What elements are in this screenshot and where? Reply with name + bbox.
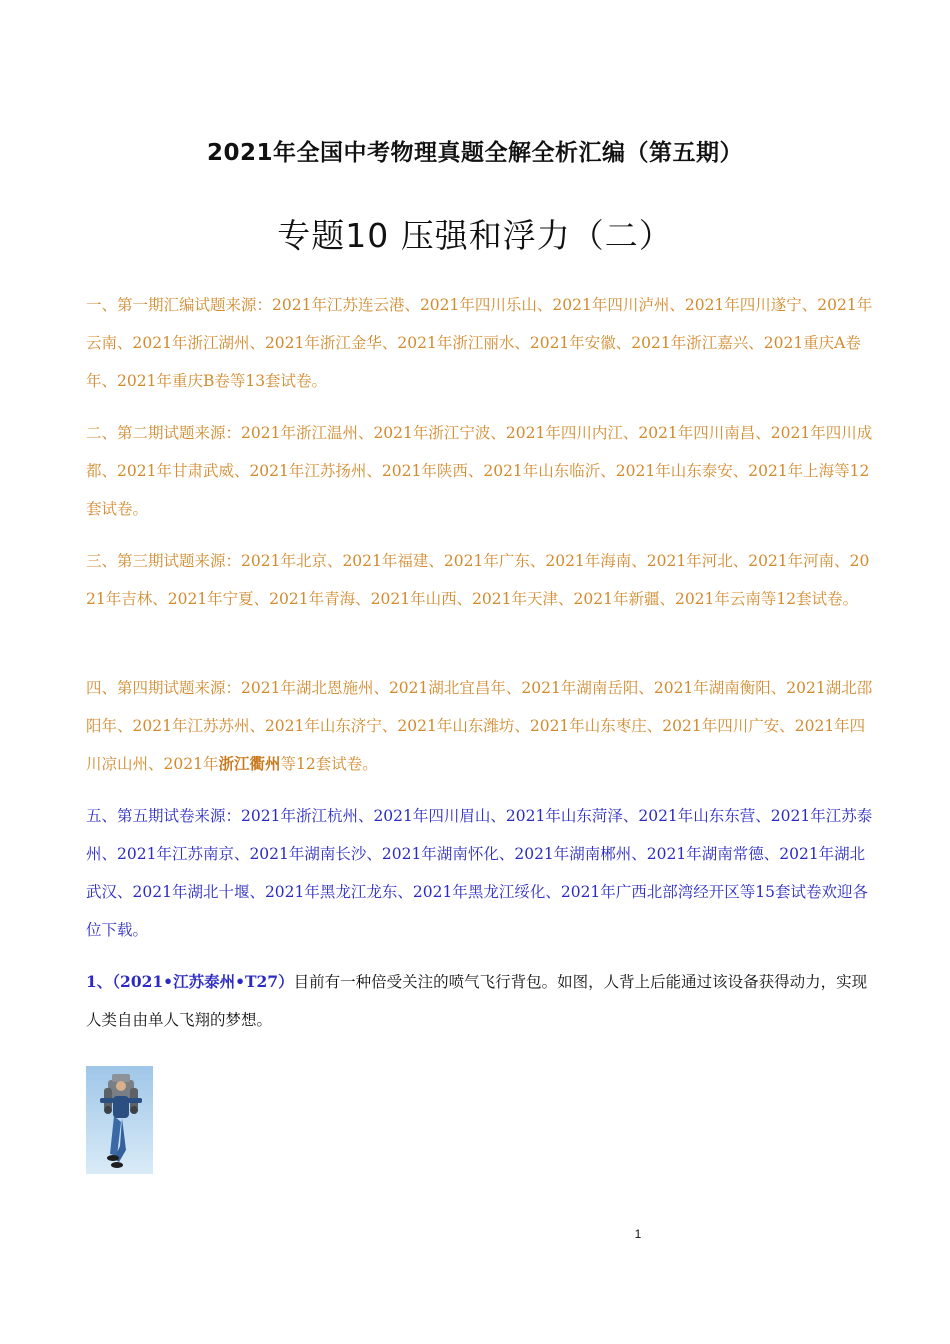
source-paragraph-5: 五、第五期试卷来源：2021年浙江杭州、2021年四川眉山、2021年山东菏泽、2021年山东东营、2021年江苏泰州、2021年江苏南京、2021年湖南长沙、2021年湖南怀化、2021年湖南郴州、2021年湖南常德、2021年湖北武汉、2021年湖北十堰、2021年黑龙江龙东、2021年黑龙江绥化、2021年广西北部湾经开区等15套试卷欢迎各位下载。 (86, 807, 873, 939)
jetpack-person-photo (86, 1066, 153, 1174)
page-title: 2021年全国中考物理真题全解全析汇编（第五期） (206, 140, 743, 166)
page-number: 1 (634, 1227, 642, 1241)
question-1 (86, 963, 876, 1039)
topic-title: 专题10 压强和浮力（二） (277, 216, 673, 255)
source-paragraph-4 (86, 669, 876, 783)
source-paragraph-4-text: 四、第四期试题来源：2021年湖北恩施州、2021湖北宜昌年、2021年湖南岳阳、2021年湖南衡阳、2021湖北邵阳年、2021年江苏苏州、2021年山东济宁、2021年山东潍坊、2021年山东枣庄、2021年四川广安、2021年四川凉山州、2021年 (86, 679, 873, 773)
source-paragraph-1: 一、第一期汇编试题来源：2021年江苏连云港、2021年四川乐山、2021年四川泸州、2021年四川遂宁、2021年云南、2021年浙江湖州、2021年浙江金华、2021年浙江丽水、2021年安徽、2021年浙江嘉兴、2021重庆A卷年、2021年重庆B卷等13套试卷。 (86, 296, 873, 390)
question-number: 1、（2021•江苏泰州•T27） (86, 972, 294, 991)
source-paragraph-4-highlight: 浙江衢州 (218, 754, 281, 773)
source-paragraph-4-tail: 等12套试卷。 (280, 755, 378, 773)
source-paragraph-2: 二、第二期试题来源：2021年浙江温州、2021年浙江宁波、2021年四川内江、2021年四川南昌、2021年四川成都、2021年甘肃武威、2021年江苏扬州、2021年陕西、2021年山东临沂、2021年山东泰安、2021年上海等12套试卷。 (86, 424, 873, 518)
question-text: 目前有一种倍受关注的喷气飞行背包。如图，人背上后能通过该设备获得动力，实现人类自由单人飞翔的梦想。 (86, 973, 868, 1029)
source-paragraph-3: 三、第三期试题来源：2021年北京、2021年福建、2021年广东、2021年海南、2021年河北、2021年河南、2021年吉林、2021年宁夏、2021年青海、2021年山西、2021年天津、2021年新疆、2021年云南等12套试卷。 (86, 552, 870, 608)
